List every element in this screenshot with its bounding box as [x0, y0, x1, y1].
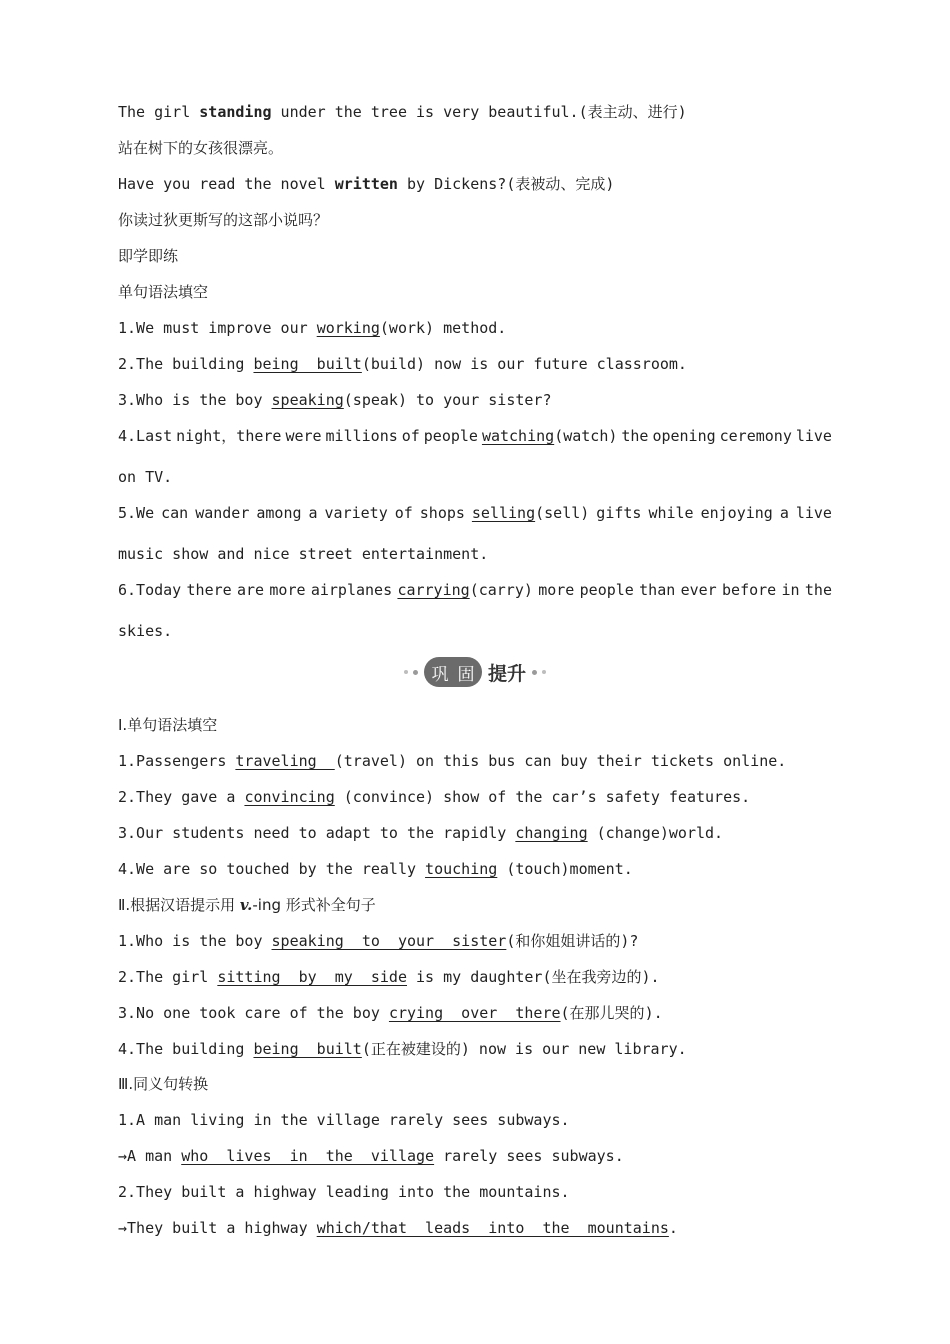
practice-item-5-line-1	[118, 502, 832, 524]
section-banner	[0, 652, 950, 692]
answer: carrying	[397, 581, 470, 599]
word: variety	[324, 504, 388, 522]
word: gifts	[596, 504, 642, 522]
section-1-item-1	[118, 750, 786, 772]
section-1-item-4	[118, 858, 633, 880]
banner-pill	[424, 657, 482, 687]
section-1-item-2	[118, 786, 750, 808]
section-2-item-1	[118, 930, 638, 952]
text: is my daughter(坐在我旁边的).	[407, 968, 660, 986]
section-2-item-4	[118, 1038, 687, 1060]
word: of	[394, 504, 413, 522]
word: ceremony	[719, 427, 792, 445]
word: selling(sell)	[471, 504, 590, 522]
word: opening	[652, 427, 716, 445]
answer: watching	[481, 427, 555, 445]
word: there	[186, 581, 232, 599]
example-translation-1: 站在树下的女孩很漂亮。	[118, 139, 284, 157]
word: a	[308, 504, 318, 522]
word: while	[648, 504, 694, 522]
answer: speaking	[271, 391, 344, 409]
word: night，there	[176, 427, 282, 445]
answer: being built	[253, 1040, 362, 1058]
example-sentence-2	[118, 173, 614, 195]
text: The girl	[118, 103, 200, 121]
text: 1.Passengers	[118, 752, 236, 770]
text: 3.Who is the boy	[118, 391, 272, 409]
text: (travel) on this bus can buy their tickets online.	[334, 752, 787, 770]
text: →A man	[118, 1147, 182, 1165]
text: Ⅱ.根据汉语提示用	[118, 896, 240, 914]
word: in	[781, 581, 800, 599]
text: (change)world.	[587, 824, 724, 842]
word: of	[401, 427, 420, 445]
section-3-item-1: 1.A man living in the village rarely sees subways.	[118, 1111, 570, 1129]
section-2-item-3	[118, 1002, 663, 1024]
word: can	[161, 504, 189, 522]
section-2-item-2	[118, 966, 660, 988]
section-3-item-2: 2.They built a highway leading into the mountains.	[118, 1183, 570, 1201]
section-3-item-2-answer	[118, 1217, 678, 1239]
word: ever	[680, 581, 717, 599]
word: 6.Today	[118, 581, 182, 599]
word: before	[722, 581, 777, 599]
word: than	[639, 581, 676, 599]
text: -ing 形式补全句子	[252, 896, 376, 914]
section-2-title	[118, 894, 376, 916]
word: 4.Last	[118, 427, 173, 445]
text: (在那儿哭的).	[560, 1004, 663, 1022]
word: the	[621, 427, 649, 445]
text: rarely sees subways.	[434, 1147, 624, 1165]
section-3-item-1-answer	[118, 1145, 624, 1167]
section-1-item-3	[118, 822, 723, 844]
answer: being built	[253, 355, 362, 373]
banner-char: 巩	[427, 659, 453, 685]
word: more	[538, 581, 575, 599]
word: millions	[325, 427, 398, 445]
word: the	[804, 581, 832, 599]
practice-item-6-line-2: skies.	[118, 622, 173, 640]
banner-char: 固	[453, 659, 479, 685]
answer: which/that leads into the mountains	[316, 1219, 669, 1237]
practice-item-6-line-1	[118, 579, 832, 601]
word: a	[779, 504, 789, 522]
word: live	[795, 427, 832, 445]
practice-subheading: 单句语法填空	[118, 283, 209, 301]
text: 1.We must improve our	[118, 319, 317, 337]
answer: speaking to your sister	[271, 932, 507, 950]
practice-item-4-line-2: on TV.	[118, 468, 173, 486]
text: (work) method.	[379, 319, 507, 337]
text: by Dickens?(表被动、完成)	[397, 175, 615, 193]
word: among	[256, 504, 302, 522]
answer: traveling	[235, 752, 335, 770]
answer: sitting by my side	[217, 968, 407, 986]
word: enjoying	[700, 504, 773, 522]
word: people	[423, 427, 478, 445]
practice-item-1	[118, 317, 506, 339]
text: 4.The building	[118, 1040, 254, 1058]
highlight-word: standing	[199, 103, 272, 121]
text: (正在被建设的) now is our new library.	[361, 1040, 687, 1058]
word: live	[795, 504, 832, 522]
text: Have you read the novel	[118, 175, 335, 193]
verb-mark: v.	[239, 896, 253, 914]
word: were	[285, 427, 322, 445]
answer: changing	[515, 824, 588, 842]
example-translation-2: 你读过狄更斯写的这部小说吗？	[118, 211, 329, 229]
answer: convincing	[244, 788, 335, 806]
answer: touching	[425, 860, 498, 878]
text: 3.No one took care of the boy	[118, 1004, 389, 1022]
word: carrying(carry)	[397, 581, 533, 599]
section-3-title: Ⅲ.同义句转换	[118, 1075, 209, 1093]
word: airplanes	[310, 581, 393, 599]
text: under the tree is very beautiful.(表主动、进行)	[271, 103, 687, 121]
highlight-word: written	[334, 175, 398, 193]
text: (和你姐姐讲话的)?	[506, 932, 639, 950]
text: (touch)moment.	[497, 860, 633, 878]
text: .	[668, 1219, 678, 1237]
text: 3.Our students need to adapt to the rapidly	[118, 824, 516, 842]
answer: who lives in the village	[181, 1147, 435, 1165]
word: wander	[195, 504, 250, 522]
text: 1.Who is the boy	[118, 932, 272, 950]
practice-item-2	[118, 353, 687, 375]
practice-item-3	[118, 389, 552, 411]
practice-item-5-line-2: music show and nice street entertainment.	[118, 545, 489, 563]
banner-dots-left	[404, 670, 418, 675]
text: (convince) show of the car’s safety features.	[334, 788, 751, 806]
text: (build) now is our future classroom.	[361, 355, 687, 373]
section-1-title: Ⅰ.单句语法填空	[118, 716, 218, 734]
text: 2.They gave a	[118, 788, 245, 806]
practice-heading: 即学即练	[118, 247, 179, 265]
answer: selling	[471, 504, 536, 522]
word: are	[237, 581, 265, 599]
word: shops	[419, 504, 465, 522]
text: →They built a highway	[118, 1219, 317, 1237]
word: more	[269, 581, 306, 599]
word: people	[579, 581, 634, 599]
banner-dots-right	[532, 670, 546, 675]
text: 4.We are so touched by the really	[118, 860, 426, 878]
answer: crying over there	[388, 1004, 561, 1022]
text: 2.The building	[118, 355, 254, 373]
practice-item-4-line-1	[118, 425, 832, 447]
text: (speak) to your sister?	[343, 391, 552, 409]
example-sentence-1	[118, 101, 687, 123]
answer: working	[316, 319, 380, 337]
word: watching(watch)	[481, 427, 618, 445]
word: 5.We	[118, 504, 155, 522]
banner-title: 提升	[487, 662, 526, 685]
text: 2.The girl	[118, 968, 218, 986]
